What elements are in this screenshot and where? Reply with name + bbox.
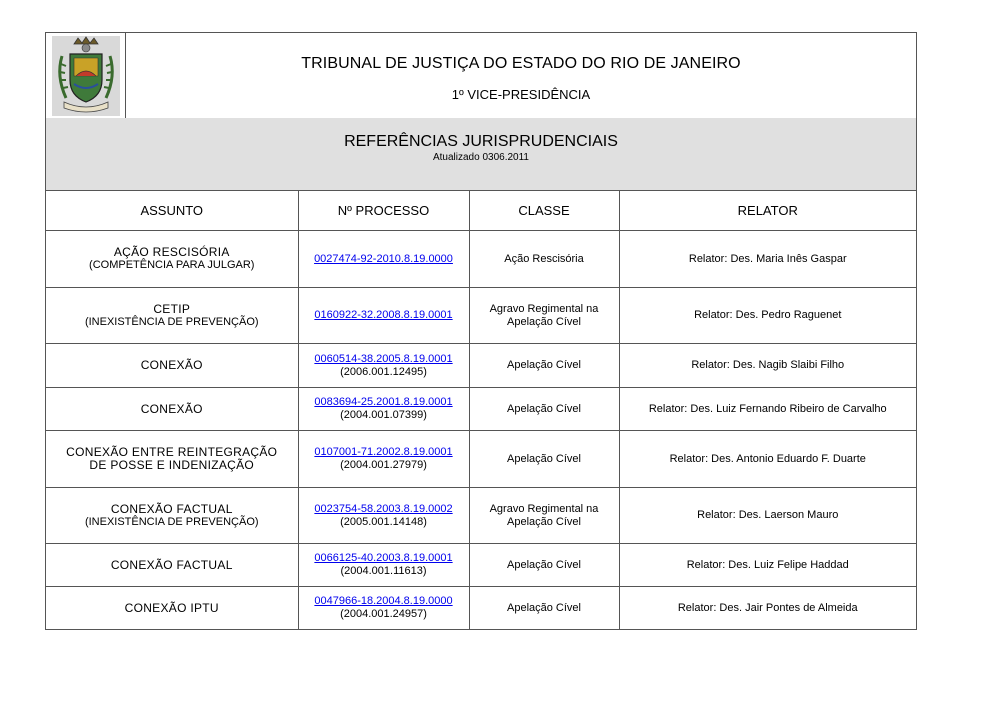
processo-link[interactable]: 0023754-58.2003.8.19.0002 <box>314 502 453 515</box>
processo-cell <box>298 344 469 388</box>
assunto-cell <box>46 431 298 488</box>
classe-cell: Apelação Cível <box>469 431 619 488</box>
assunto-cell <box>46 288 298 344</box>
coat-of-arms-icon <box>52 36 120 116</box>
relator-cell: Relator: Des. Maria Inês Gaspar <box>619 231 916 288</box>
classe-cell: Ação Rescisória <box>469 231 619 288</box>
page-subtitle: 1º VICE-PRESIDÊNCIA <box>451 87 591 102</box>
assunto-cell: CONEXÃO <box>46 344 298 388</box>
processo-cell <box>298 544 469 587</box>
processo-cell <box>298 388 469 431</box>
processo-link[interactable]: 0107001-71.2002.8.19.0001 <box>314 446 453 458</box>
document-frame <box>45 32 917 630</box>
assunto-cell: CONEXÃO <box>46 388 298 431</box>
assunto-text: CONEXÃO FACTUAL <box>110 501 233 516</box>
relator-cell: Relator: Des. Antonio Eduardo F. Duarte <box>619 431 916 488</box>
processo-link[interactable]: 0160922-32.2008.8.19.0001 <box>314 309 453 321</box>
classe-text-2: Apelação Cível <box>507 515 581 528</box>
table-row <box>46 344 916 388</box>
table-row <box>46 544 916 587</box>
assunto-subtext: DE POSSE E INDENIZAÇÃO <box>89 458 255 472</box>
assunto-text: CETIP <box>153 301 191 316</box>
relator-cell: Relator: Des. Pedro Raguenet <box>619 288 916 344</box>
processo-antigo: (2004.001.11613) <box>340 565 427 577</box>
col-header-relator: RELATOR <box>619 190 916 231</box>
table-header-row <box>46 190 916 231</box>
table-row <box>46 288 916 344</box>
table-row <box>46 231 916 288</box>
document-header <box>46 33 916 119</box>
table-row <box>46 431 916 488</box>
assunto-cell: CONEXÃO IPTU <box>46 587 298 630</box>
classe-cell: Apelação Cível <box>469 388 619 431</box>
section-band <box>46 118 916 191</box>
relator-cell: Relator: Des. Nagib Slaibi Filho <box>619 344 916 388</box>
classe-cell: Apelação Cível <box>469 544 619 587</box>
classe-text-2: Apelação Cível <box>507 315 581 328</box>
processo-antigo: (2004.001.27979) <box>340 459 427 471</box>
table-row <box>46 388 916 431</box>
classe-cell <box>469 288 619 344</box>
page-title: TRIBUNAL DE JUSTIÇA DO ESTADO DO RIO DE JANEIRO <box>301 55 741 72</box>
assunto-text: AÇÃO RESCISÓRIA <box>113 245 230 259</box>
classe-text: Agravo Regimental na <box>489 302 599 315</box>
col-header-processo: Nº PROCESSO <box>298 190 469 231</box>
relator-cell: Relator: Des. Laerson Mauro <box>619 488 916 544</box>
classe-cell: Apelação Cível <box>469 587 619 630</box>
processo-antigo: (2004.001.07399) <box>340 409 427 421</box>
col-header-classe: CLASSE <box>469 190 619 231</box>
relator-cell: Relator: Des. Luiz Felipe Haddad <box>619 544 916 587</box>
processo-link[interactable]: 0047966-18.2004.8.19.0000 <box>314 595 453 608</box>
processo-link[interactable]: 0027474-92-2010.8.19.0000 <box>314 252 453 265</box>
assunto-cell: CONEXÃO FACTUAL <box>46 544 298 587</box>
processo-cell <box>298 488 469 544</box>
logo-box <box>46 33 126 118</box>
relator-cell: Relator: Des. Jair Pontes de Almeida <box>677 601 858 614</box>
processo-cell <box>298 288 469 344</box>
processo-link[interactable]: 0083694-25.2001.8.19.0001 <box>314 396 453 408</box>
assunto-cell <box>46 488 298 544</box>
processo-cell <box>298 587 469 630</box>
table-row <box>46 587 916 630</box>
classe-cell: Apelação Cível <box>469 344 619 388</box>
section-title: REFERÊNCIAS JURISPRUDENCIAIS <box>344 133 618 150</box>
assunto-text: CONEXÃO ENTRE REINTEGRAÇÃO <box>66 445 278 459</box>
assunto-subtext: (INEXISTÊNCIA DE PREVENÇÃO) <box>84 515 259 528</box>
processo-antigo: (2005.001.14148) <box>340 515 427 528</box>
jurisprudence-table <box>46 190 916 630</box>
assunto-subtext: (INEXISTÊNCIA DE PREVENÇÃO) <box>84 315 259 328</box>
processo-antigo: (2004.001.24957) <box>340 608 427 621</box>
col-header-assunto: ASSUNTO <box>46 190 298 231</box>
processo-antigo: (2006.001.12495) <box>340 365 427 378</box>
processo-link[interactable]: 0066125-40.2003.8.19.0001 <box>314 552 453 564</box>
relator-cell: Relator: Des. Luiz Fernando Ribeiro de Carvalho <box>619 388 916 431</box>
processo-link[interactable]: 0060514-38.2005.8.19.0001 <box>314 352 453 365</box>
updated-date: Atualizado 0306.2011 <box>432 152 529 163</box>
classe-text: Agravo Regimental na <box>489 502 599 515</box>
processo-cell <box>298 431 469 488</box>
assunto-subtext: (COMPETÊNCIA PARA JULGAR) <box>89 259 255 271</box>
table-row <box>46 488 916 544</box>
assunto-cell <box>46 231 298 288</box>
classe-cell <box>469 488 619 544</box>
processo-cell <box>298 231 469 288</box>
